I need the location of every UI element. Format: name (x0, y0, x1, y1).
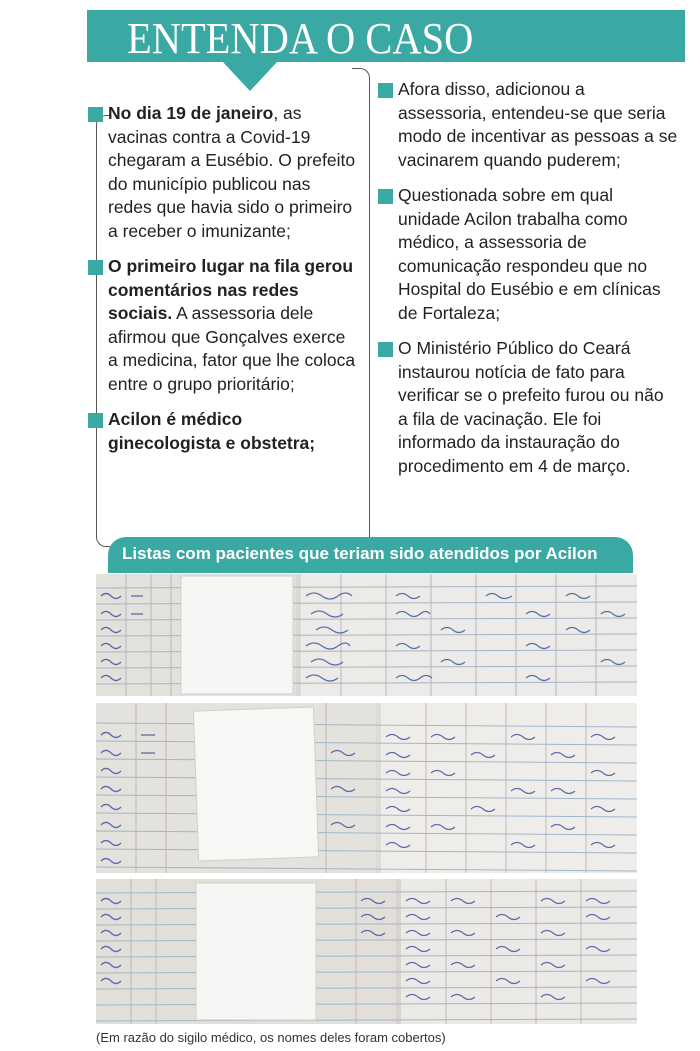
item-text: Afora disso, adicionou a assessoria, entendeu-se que seria modo de incentivar as pessoas a se vacinarem quando puderem; (398, 79, 678, 170)
square-bullet-icon (88, 413, 103, 428)
header-title: ENTENDA O CASO (127, 14, 474, 63)
item-text: Questionada sobre em qual unidade Acilon trabalha como médico, a assessoria de comunicação respondeu que no Hospital do Eusébio e em clínicas de Fortaleza; (398, 185, 661, 323)
item-bold-text: O primeiro lugar na fila gerou comentários nas redes sociais. (108, 256, 354, 323)
header-banner (87, 10, 685, 62)
square-bullet-icon (378, 342, 393, 357)
ledger-photo-1 (96, 574, 637, 696)
square-bullet-icon (88, 107, 103, 122)
photo-footnote: (Em razão do sigilo médico, os nomes deles foram cobertos) (96, 1030, 446, 1045)
photo-caption-bar (108, 537, 633, 573)
item-text: , as vacinas contra a Covid-19 chegaram a Eusébio. O prefeito do município publicou nas redes que havia sido o primeiro a receber o imunizante; (108, 103, 356, 241)
ledger-photo-2 (96, 703, 637, 873)
left-column (88, 102, 358, 467)
list-item (378, 184, 678, 325)
list-item (378, 78, 678, 172)
ledger-photo-2-image (96, 703, 637, 873)
square-bullet-icon (378, 189, 393, 204)
list-item (378, 337, 678, 478)
right-column (378, 78, 678, 490)
item-text: A assessoria dele afirmou que Gonçalves exerce a medicina, fator que lhe coloca entre o grupo prioritário; (108, 303, 356, 394)
list-item (88, 102, 358, 243)
list-item (88, 255, 358, 396)
header-pointer (222, 61, 278, 91)
ledger-photo-1-image (96, 574, 637, 696)
ledger-photo-3 (96, 879, 637, 1024)
square-bullet-icon (378, 83, 393, 98)
square-bullet-icon (88, 260, 103, 275)
list-item (88, 408, 358, 455)
item-text: O Ministério Público do Ceará instaurou notícia de fato para verificar se o prefeito furou ou não a fila de vacinação. Ele foi informado da instauração do procedimento em 4 de março. (398, 338, 664, 476)
item-bold-text: Acilon é médico ginecologista e obstetra; (108, 409, 316, 453)
photo-caption: Listas com pacientes que teriam sido atendidos por Acilon (122, 544, 598, 563)
ledger-photo-3-image (96, 879, 637, 1024)
item-bold-text: No dia 19 de janeiro (108, 103, 274, 123)
